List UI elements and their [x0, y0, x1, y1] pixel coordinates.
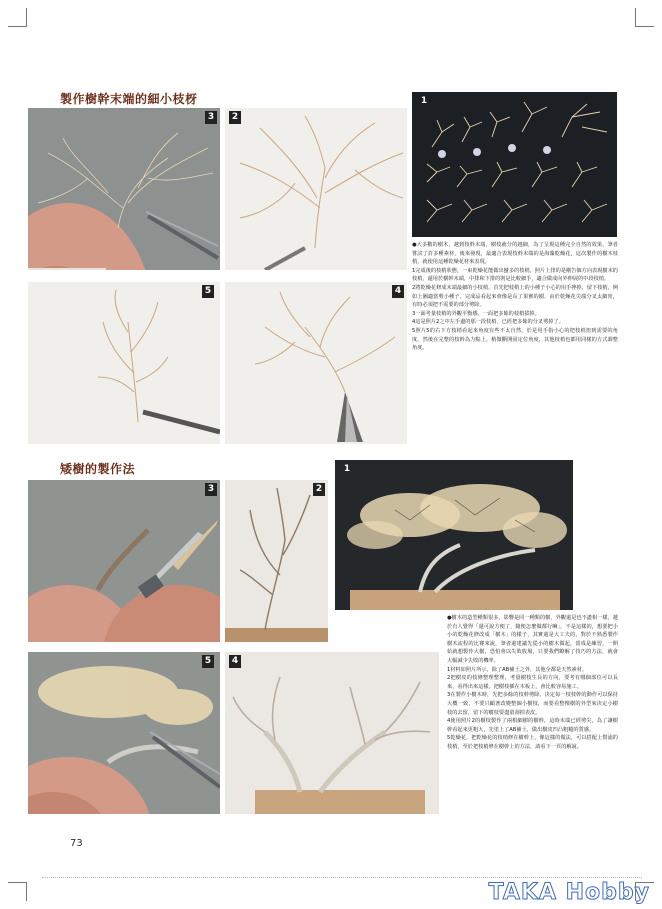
photo-number-badge: 3 — [205, 483, 217, 496]
photo-small-tree-finished — [335, 460, 573, 610]
photo-twig-step-4 — [225, 282, 407, 444]
watermark-logo: TAKA Hobby — [488, 880, 650, 905]
photo-small-tree-step-5 — [28, 652, 220, 814]
photo-small-tree-step-3 — [28, 480, 220, 642]
text-block-twig-tips — [412, 241, 618, 353]
photo-twig-step-3 — [28, 108, 220, 270]
section-title-small-tree: 矮樹的製作法 — [60, 462, 136, 476]
photo-number-badge: 4 — [229, 655, 241, 668]
photo-number-badge: 5 — [202, 285, 214, 298]
footer-divider — [42, 877, 642, 878]
photo-finished-twigs — [412, 92, 617, 237]
paragraph: 2把樹皮的枝條整理整理，考量樹枝生長的方向，要考有哪個部位可以長來，看得出來這樣，把樹枝插在木板上，會比較容易施工。 — [447, 675, 618, 690]
paragraph: 4使用照片2的樹枝製作了兩根細樹的樹幹，這時末端已經剪尖，為了讓樹幹看起來更粗大，先塗上了AB補土，做出樹皮凹凸粗糙的質感。 — [447, 718, 618, 733]
photo-number-badge: 1 — [343, 464, 351, 474]
paragraph: 4這是照片2之中左手邊的那一段枝梢，已經把多餘的分叉剪掉了。 — [412, 319, 564, 326]
text-block-small-tree — [447, 614, 618, 752]
page-number: 73 — [70, 838, 83, 849]
photo-number-badge: 5 — [202, 655, 214, 668]
photo-twig-step-2 — [225, 108, 407, 270]
paragraph: 5照片5的右下方枝梢看起來角度有些不太自然，於是用手指小心的把枝梢扭到需要的角度，然後在完整的枝幹為力點上，稍微斷開固定位角度，其他枝梢也都用同樣的方式調整角度。 — [412, 327, 618, 352]
section-title-twig-tips: 製作樹幹末端的細小枝枒 — [60, 92, 198, 106]
crop-mark-top-left — [8, 8, 27, 27]
paragraph: 1完成後的枝梢狀態，一束乾燥花能做出蠻多的枝梢，照片上排的是剛告個方向表現樹末的枝梢，還用於樹幹末端，中排和下排的則是比較細手，適合做成向外伸展的中段枝梢。 — [412, 267, 618, 283]
photo-small-tree-step-4 — [225, 652, 439, 814]
crop-mark-bottom-left — [8, 882, 27, 901]
crop-mark-top-right — [635, 8, 654, 27]
photo-twig-step-5 — [28, 282, 220, 444]
paragraph: 3在製作小樹木時，先把多餘的枝幹剪除，決定每一枝枝幹的動作可以保持大概一致，不要只顧著改變整個小樹枝，而要看整棵樹的外型來決定小樹枝的去留，留下的樹枝要盡量刮掉表皮。 — [447, 692, 618, 716]
paragraph: ●大多數的樹木，越到枝幹末端，樹枝就分的越細，為了呈現這種完全自然的效果，筆者嘗試了許多種素材，後來發現，最適合表現枝幹末端的是海藻乾燥花，這次製作的樹木枝梢，就使用這種乾燥花材來表現。 — [412, 242, 618, 266]
photo-small-tree-step-2 — [225, 480, 328, 642]
paragraph: 2將乾燥花修成末端最細的小枝梢，首先把枝梢上的小種子小心的用手挫掉，留下枝梢，例如上圖適當剪小種子，完成品看起來會像是長了果實的樹，由於乾燥花尖端分叉太細密，有時必須把不需要的部分剪除。 — [412, 284, 618, 309]
paragraph: 1材料如照片所示，除了AB補土之外，其他全都是天然素材。 — [447, 666, 588, 673]
photo-number-badge: 2 — [313, 483, 325, 496]
photo-number-badge: 1 — [420, 96, 428, 106]
paragraph: 5乾燥花，把乾燥花的枝梢修在樹幹上，像這樣的做法，可以搭配上幫浦的枝梢，至於把枝梢修在樹幹上的方法，請看下一頁的解說。 — [447, 735, 618, 750]
paragraph: ●樹木的造型種類很多，影響是同一種類的樹，外觀還是也不盡相一樣，越於有人覺得「還可說方便了，隨便怎麼做都行嘛」，不是這樣的，想要把小小的乾燥花修改成「樹木」的樣子，其實還是大工夫的，對於不熟悉製作樹木流程的比賽來說，筆者還建議先從小的樹木做起，當成是練習，一開始就想製作大樹，恐怕會以失敗收場，只要我們瞭解了技巧的方法，就會大幅減少失敗的機率。 — [447, 615, 618, 664]
paragraph: 3一面考量枝梢的外觀平衡感，一面把多餘的枝梢拔掉。 — [412, 310, 540, 317]
photo-number-badge: 4 — [392, 285, 404, 298]
photo-number-badge: 2 — [229, 111, 241, 124]
photo-number-badge: 3 — [205, 111, 217, 124]
